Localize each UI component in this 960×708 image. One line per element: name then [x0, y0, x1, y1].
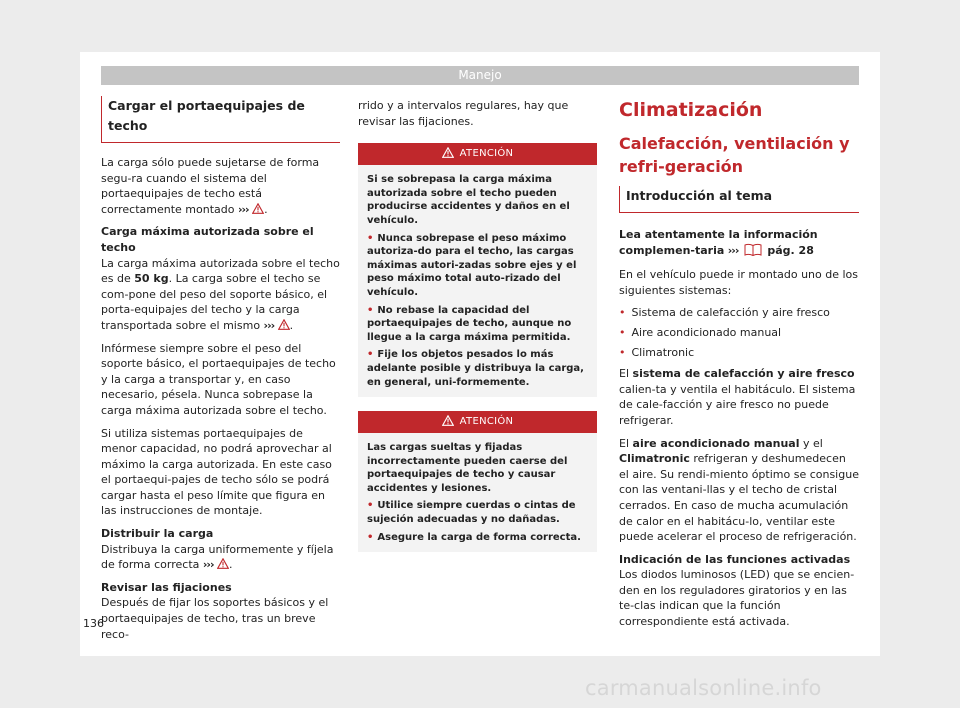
intro-paragraph: La carga sólo puede sujetarse de forma segu-ra cuando el sistema del portaequipajes de techo está correctamente montado ››› .: [101, 156, 320, 216]
warning-triangle-icon: [442, 415, 454, 426]
paragraph-max-load: La carga máxima autorizada sobre el techo es de 50 kg. La carga sobre el techo se com-pone del peso del soporte básico, el porta-equipajes del techo y la carga transportada sobre el mismo ››› .: [101, 256, 340, 332]
warning-header: ATENCIÓN: [358, 411, 597, 433]
warning-item: • Asegure la carga de forma correcta.: [367, 531, 581, 543]
warning-body: [358, 433, 597, 552]
warning-lead: Si se sobrepasa la carga máxima autorizada sobre el techo pueden producirse accidentes y daños en el vehículo.: [367, 174, 570, 226]
watermark: carmanualsonline.info: [585, 676, 822, 700]
arrow-ref[interactable]: ›››: [237, 202, 249, 216]
warning-item: • Fije los objetos pesados lo más adelante posible y distribuya la carga, en general, uni-formemente.: [367, 349, 584, 388]
paragraph-continuation: rrido y a intervalos regulares, hay que revisar las fijaciones.: [358, 99, 569, 128]
paragraph-indicators: Los diodos luminosos (LED) que se encien-den en los reguladores giratorios y en las te-clas indican que la función correspondiente está activada.: [619, 568, 855, 629]
paragraph-heating: El sistema de calefacción y aire fresco calien-ta y ventila el habitáculo. El sistema de cale-facción y aire fresco no puede refrigerar.: [619, 367, 856, 427]
paragraph-weight-info: Infórmese siempre sobre el peso del soporte básico, el portaequipajes de techo y la carga a transportar y, en caso necesario, pésela. Nunca sobrepase la carga máxima autorizada sobre el techo.: [101, 341, 336, 417]
list-item: • Aire acondicionado manual: [619, 325, 782, 339]
warning-item: • No rebase la capacidad del portaequipajes de techo, aunque no llegue a la carga máxima permitida.: [367, 304, 572, 343]
book-icon: [744, 243, 762, 261]
warning-box-1: [358, 143, 597, 397]
column-1: [101, 96, 340, 649]
subheading-indicators: Indicación de las funciones activadas: [619, 552, 851, 566]
paragraph-check-fixings: Después de fijar los soportes básicos y el portaequipajes de techo, tras un breve reco-: [101, 596, 329, 641]
arrow-ref[interactable]: ›››: [727, 243, 739, 257]
running-header: Manejo: [101, 66, 859, 85]
column-3: [619, 98, 859, 637]
reference-line: Lea atentamente la información complemen-taria ››› pág. 28: [619, 227, 859, 260]
warning-triangle-icon: [278, 319, 290, 330]
subheading-max-load: Carga máxima autorizada sobre el techo: [101, 225, 314, 254]
subheading-distribute: Distribuir la carga: [101, 527, 214, 541]
page-number: 136: [83, 617, 104, 630]
warning-item: • Utilice siempre cuerdas o cintas de sujeción adecuadas y no dañadas.: [367, 500, 576, 526]
paragraph-systems: En el vehículo puede ir montado uno de los siguientes sistemas:: [619, 268, 859, 297]
arrow-ref[interactable]: ›››: [202, 558, 214, 572]
list-item: • Climatronic: [619, 345, 695, 359]
warning-triangle-icon: [442, 147, 454, 158]
section-heading: Calefacción, ventilación y refri-geración: [619, 134, 850, 176]
systems-list: [619, 305, 859, 360]
warning-body: [358, 165, 597, 397]
subheading-check-fixings: Revisar las fijaciones: [101, 580, 232, 594]
warning-triangle-icon: [217, 558, 229, 569]
warning-triangle-icon: [252, 203, 264, 214]
page-reference[interactable]: pág. 28: [767, 243, 814, 257]
arrow-ref[interactable]: ›››: [263, 318, 275, 332]
subsection-title: Introducción al tema: [619, 186, 859, 213]
paragraph-smaller-systems: Si utiliza sistemas portaequipajes de menor capacidad, no podrá aprovechar al máximo la carga autorizada. En este caso el portaequi-pajes de techo sólo se podrá cargar hasta el peso límite que figura en las instrucciones de montaje.: [101, 426, 332, 518]
chapter-title: Climatización: [619, 99, 763, 121]
warning-box-2: [358, 411, 597, 552]
warning-lead: Las cargas sueltas y fijadas incorrectamente pueden caerse del portaequipajes de techo y causar accidentes y lesiones.: [367, 442, 568, 494]
warning-item: • Nunca sobrepase el peso máximo autoriza-do para el techo, las cargas máximas autori-zadas sobre ejes y el peso máximo total auto-rizado del vehículo.: [367, 232, 577, 298]
warning-header: ATENCIÓN: [358, 143, 597, 165]
paragraph-distribute: Distribuya la carga uniformemente y fíjela de forma correcta ››› .: [101, 542, 334, 572]
column-2: [358, 98, 597, 566]
section-title: Cargar el portaequipajes de techo: [101, 96, 340, 143]
paragraph-ac: El aire acondicionado manual y el Climatronic refrigeran y deshumedecen el aire. Su rendi-miento óptimo se consigue con las ventani-llas y el techo de cristal cerrados. En caso de mucha acumulación de calor en el habitácu-lo, ventilar este puede acelerar el proceso de refrigeración.: [619, 436, 859, 544]
list-item: • Sistema de calefacción y aire fresco: [619, 306, 830, 320]
